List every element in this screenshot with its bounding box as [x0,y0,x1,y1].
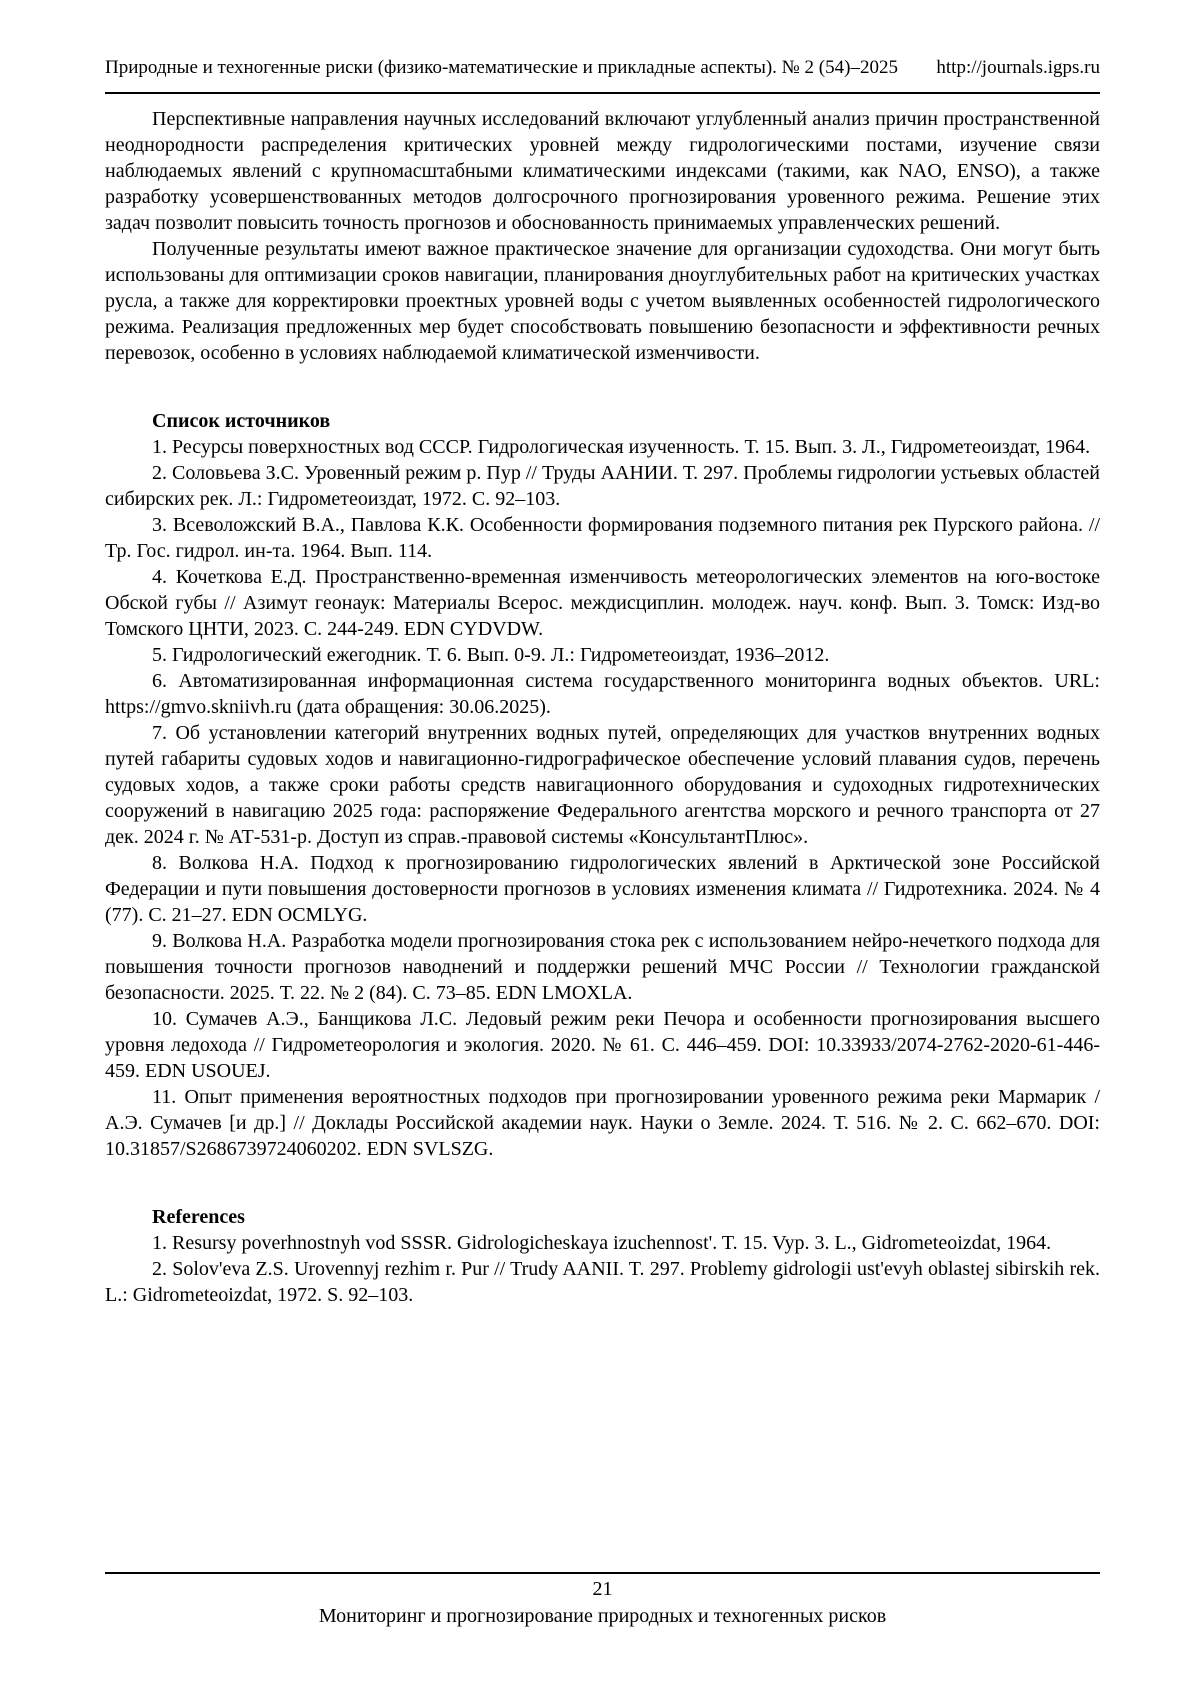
source-item: 2. Соловьева З.С. Уровенный режим р. Пур // Труды ААНИИ. Т. 297. Проблемы гидрологии устьевых областей сибирских рек. Л.: Гидрометеоиздат, 1972. С. 92–103. [105,462,1100,510]
body-paragraph: Полученные результаты имеют важное практическое значение для организации судоходства. Они могут быть использованы для оптимизации сроков навигации, планирования дноуглубительных работ на критических участках русла, а также для корректировки проектных уровней воды с учетом выявленных особенностей гидрологического режима. Реализация предложенных мер будет способствовать повышению безопасности и эффективности речных перевозок, особенно в условиях наблюдаемой климатической изменчивости. [105,238,1100,364]
references-heading: References [152,1206,245,1228]
source-item: 8. Волкова Н.А. Подход к прогнозированию гидрологических явлений в Арктической зоне Российской Федерации и пути повышения достоверности прогнозов в условиях изменения климата // Гидротехника. 2024. № 4 (77). С. 21–27. EDN OCMLYG. [105,852,1100,926]
source-item: 11. Опыт применения вероятностных подходов при прогнозировании уровенного режима реки Мармарик / А.Э. Сумачев [и др.] // Доклады Российской академии наук. Науки о Земле. 2024. Т. 516. № 2. С. 662–670. DOI: 10.31857/S2686739724060202. EDN SVLSZG. [105,1086,1100,1160]
references-list [105,1230,1100,1308]
reference-item: 2. Solov'eva Z.S. Urovennyj rezhim r. Pur // Trudy AANII. T. 297. Problemy gidrologii ust'evyh oblastej sibirskih rek. L.: Gidrometeoizdat, 1972. S. 92–103. [105,1258,1100,1306]
source-item: 10. Сумачев А.Э., Банщикова Л.С. Ледовый режим реки Печора и особенности прогнозирования высшего уровня ледохода // Гидрометеорология и экология. 2020. № 61. С. 446–459. DOI: 10.33933/2074-2762-2020-61-446-459. EDN USOUEJ. [105,1008,1100,1082]
journal-title: Природные и техногенные риски (физико-математические и прикладные аспекты). № 2 (54)–2025 [105,57,898,78]
header-rule [105,92,1100,94]
body-paragraph: Перспективные направления научных исследований включают углубленный анализ причин пространственной неоднородности распределения критических уровней между гидрологическими постами, изучение связи наблюдаемых явлений с крупномасштабными климатическими индексами (такими, как NAO, ENSO), а также разработку усовершенствованных методов долгосрочного прогнозирования уровенного режима. Решение этих задач позволит повысить точность прогнозов и обоснованность принимаемых управленческих решений. [105,108,1100,234]
page-content [105,57,1100,1308]
source-item: 4. Кочеткова Е.Д. Пространственно-временная изменчивость метеорологических элементов на юго-востоке Обской губы // Азимут геонаук: Материалы Всерос. междисциплин. молодеж. науч. конф. Вып. 3. Томск: Изд-во Томского ЦНТИ, 2023. С. 244-249. EDN CYDVDW. [105,566,1100,640]
page-number: 21 [592,1578,613,1600]
conclusion-paragraphs [105,106,1100,366]
footer-rule [105,1572,1100,1574]
source-item: 1. Ресурсы поверхностных вод СССР. Гидрологическая изученность. Т. 15. Вып. 3. Л., Гидрометеоиздат, 1964. [152,436,1091,458]
running-header [105,57,1100,92]
reference-item: 1. Resursy poverhnostnyh vod SSSR. Gidrologicheskaya izuchennost'. T. 15. Vyp. 3. L., Gidrometeoizdat, 1964. [152,1232,1052,1254]
article-body [105,106,1100,1308]
footer-journal-name: Мониторинг и прогнозирование природных и техногенных рисков [318,1605,887,1627]
journal-url: http://journals.igps.ru [936,57,1100,78]
sources-heading: Список источников [152,410,331,432]
source-item: 3. Всеволожский В.А., Павлова К.К. Особенности формирования подземного питания рек Пурского района. // Тр. Гос. гидрол. ин-та. 1964. Вып. 114. [105,514,1100,562]
source-item: 9. Волкова Н.А. Разработка модели прогнозирования стока рек с использованием нейро-нечеткого подхода для повышения точности прогнозов наводнений и поддержки решений МЧС России // Технологии гражданской безопасности. 2025. Т. 22. № 2 (84). С. 73–85. EDN LMOXLA. [105,930,1100,1004]
source-item: 5. Гидрологический ежегодник. Т. 6. Вып. 0-9. Л.: Гидрометеоиздат, 1936–2012. [152,644,830,666]
source-item: 6. Автоматизированная информационная система государственного мониторинга водных объектов. URL: https://gmvo.skniivh.ru (дата обращения: 30.06.2025). [105,670,1100,718]
sources-list [105,434,1100,1162]
page-footer [105,1572,1100,1630]
source-item: 7. Об установлении категорий внутренних водных путей, определяющих для участков внутренних водных путей габариты судовых ходов и навигационно-гидрографическое обеспечение условий плавания судов, перечень судовых ходов, а также сроки работы средств навигационного оборудования и судоходных гидротехнических сооружений в навигацию 2025 года: распоряжение Федерального агентства морского и речного транспорта от 27 дек. 2024 г. № АТ-531-р. Доступ из справ.-правовой системы «КонсультантПлюс». [105,722,1100,848]
